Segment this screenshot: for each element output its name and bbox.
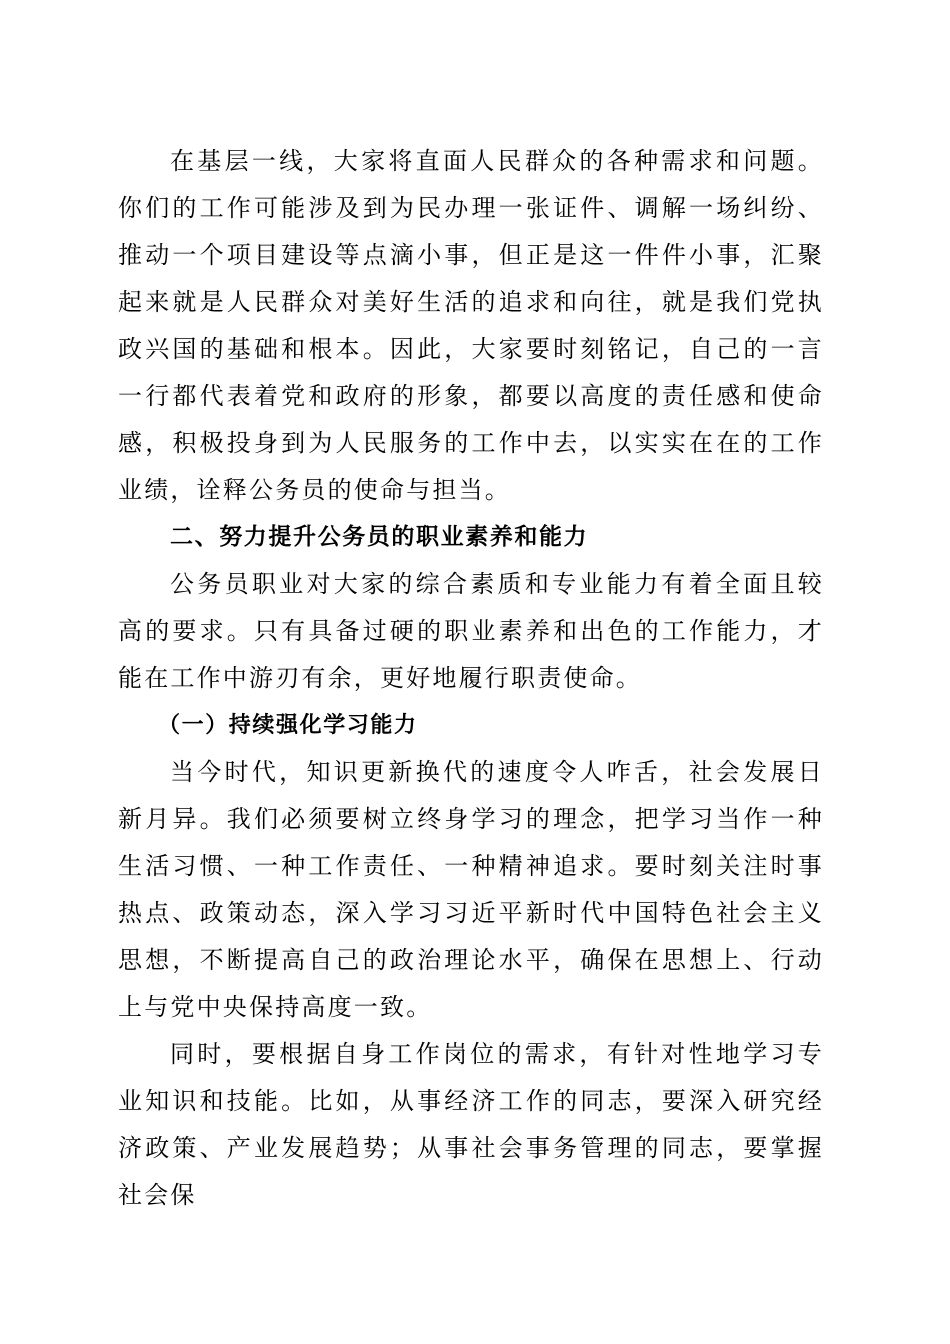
subsection-heading-one: （一）持续强化学习能力 xyxy=(158,713,418,738)
paragraph-grassroots-work: 在基层一线，大家将直面人民群众的各种需求和问题。你们的工作可能涉及到为民办理一张证件、调解一场纠纷、推动一个项目建设等点滴小事，但正是这一件件小事，汇聚起来就是人民群众对美好生活的追求和向往，就是我们党执政兴国的基础和根本。因此，大家要时刻铭记，自己的一言一行都代表着党和政府的形象，都要以高度的责任感和使命感，积极投身到为人民服务的工作中去，以实实在在的工作业绩，诠释公务员的使命与担当。 xyxy=(118,147,824,504)
paragraph-professional-requirements: 公务员职业对大家的综合素质和专业能力有着全面且较高的要求。只有具备过硬的职业素养和出色的工作能力，才能在工作中游刃有余，更好地履行职责使命。 xyxy=(118,570,824,692)
document-body xyxy=(118,138,824,1219)
paragraph-job-specific-learning: 同时，要根据自身工作岗位的需求，有针对性地学习专业知识和技能。比如，从事经济工作的同志，要深入研究经济政策、产业发展趋势；从事社会事务管理的同志，要掌握社会保 xyxy=(118,1040,824,1209)
section-heading-two: 二、努力提升公务员的职业素养和能力 xyxy=(170,524,589,550)
paragraph-lifelong-learning: 当今时代，知识更新换代的速度令人咋舌，社会发展日新月异。我们必须要树立终身学习的理念，把学习当作一种生活习惯、一种工作责任、一种精神追求。要时刻关注时事热点、政策动态，深入学习习近平新时代中国特色社会主义思想，不断提高自己的政治理论水平，确保在思想上、行动上与党中央保持高度一致。 xyxy=(118,758,824,1021)
